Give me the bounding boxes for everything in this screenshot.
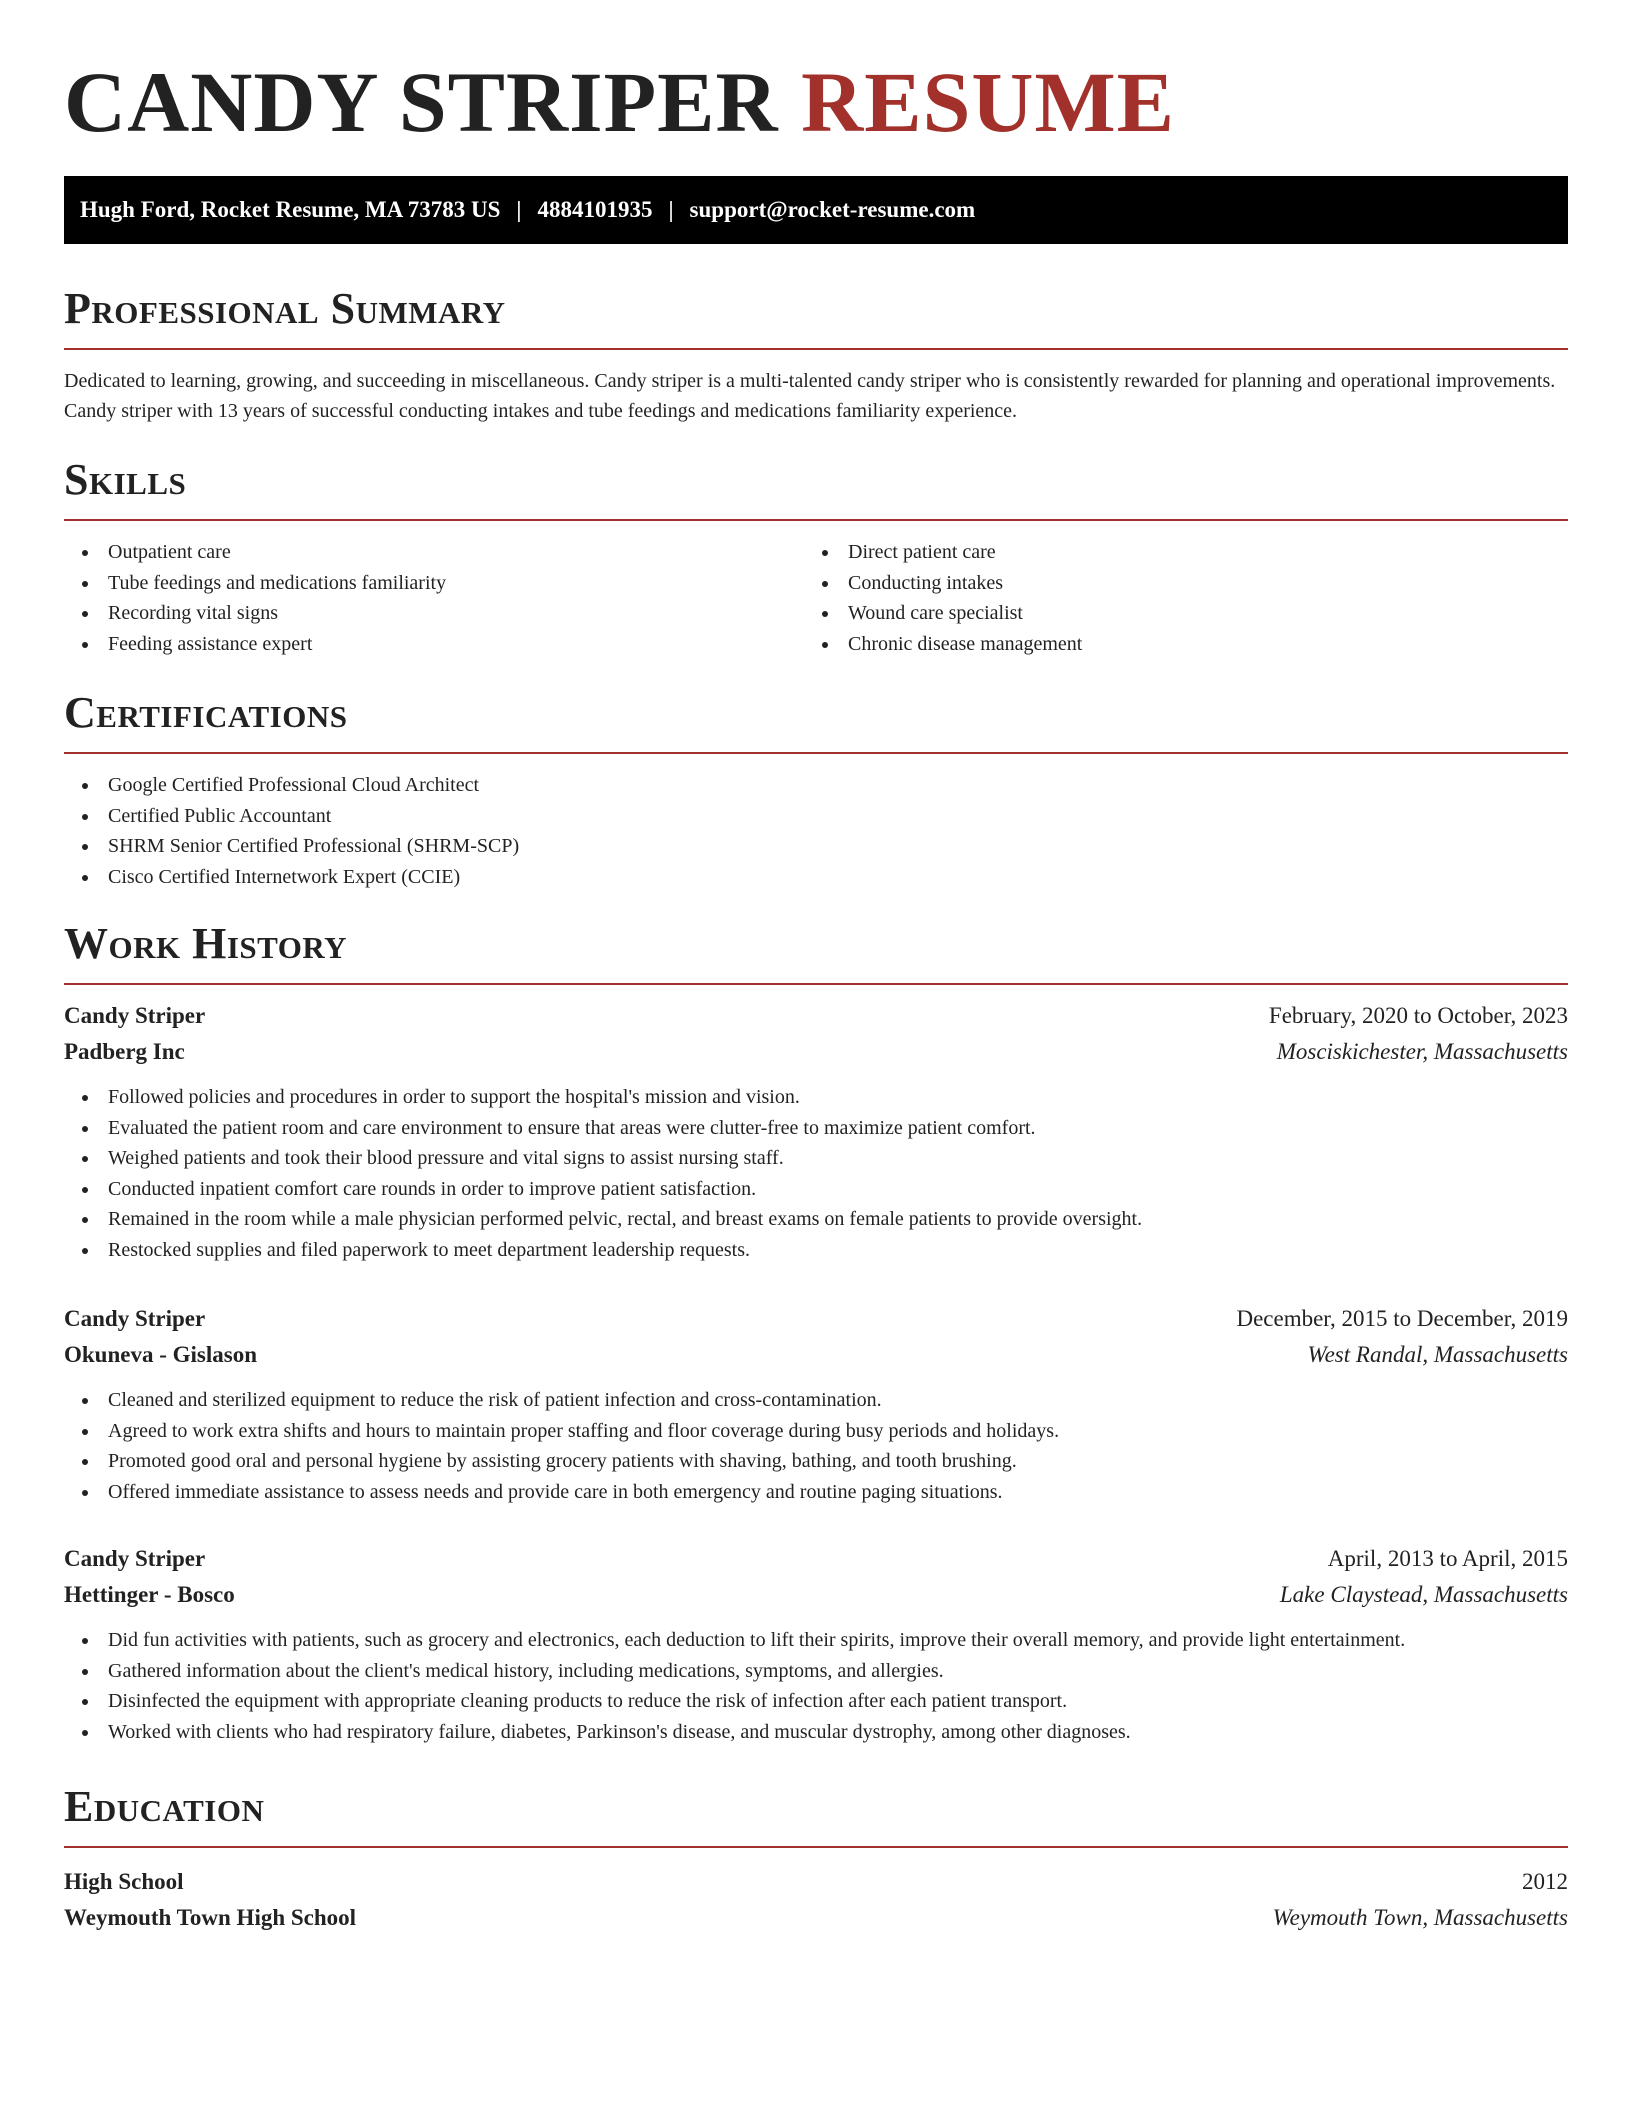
section-divider [64, 752, 1568, 754]
certification-item: Certified Public Accountant [64, 801, 1568, 832]
skill-item: Outpatient care [64, 537, 804, 568]
skills-grid [64, 537, 1568, 659]
job-entry [64, 998, 1568, 1266]
skills-list-right [804, 537, 1544, 659]
job-duties-list [64, 1625, 1568, 1747]
certifications-list [64, 770, 1568, 892]
job-header-row [64, 1301, 1568, 1337]
skill-item: Chronic disease management [804, 629, 1544, 660]
section-divider [64, 519, 1568, 521]
job-duty: Offered immediate assistance to assess needs and provide care in both emergency and routine paging situations. [64, 1477, 1568, 1508]
skill-item: Conducting intakes [804, 568, 1544, 599]
job-employer: Okuneva - Gislason [64, 1342, 257, 1367]
job-duty: Conducted inpatient comfort care rounds in order to improve patient satisfaction. [64, 1174, 1568, 1205]
skill-item: Wound care specialist [804, 598, 1544, 629]
education-school-row [64, 1900, 1568, 1936]
job-duty: Promoted good oral and personal hygiene by assisting grocery patients with shaving, bathing, and tooth brushing. [64, 1446, 1568, 1477]
job-dates: April, 2013 to April, 2015 [1327, 1546, 1568, 1571]
job-employer: Hettinger - Bosco [64, 1582, 235, 1607]
education-year: 2012 [1522, 1869, 1568, 1894]
job-duty: Restocked supplies and filed paperwork to meet department leadership requests. [64, 1235, 1568, 1266]
contact-address: Hugh Ford, Rocket Resume, MA 73783 US [80, 197, 501, 222]
section-heading-certifications: Certifications [64, 688, 348, 737]
certification-item: Cisco Certified Internetwork Expert (CCIE) [64, 862, 1568, 893]
summary-section [64, 284, 1568, 426]
skill-item: Tube feedings and medications familiarity [64, 568, 804, 599]
skill-item: Direct patient care [804, 537, 1544, 568]
contact-email: support@rocket-resume.com [689, 197, 976, 222]
section-divider [64, 348, 1568, 350]
education-degree: High School [64, 1869, 184, 1894]
job-employer-row [64, 1337, 1568, 1373]
education-section [64, 1782, 1568, 1936]
job-duty: Evaluated the patient room and care environment to ensure that areas were clutter-free to maximize patient comfort. [64, 1113, 1568, 1144]
job-title: Candy Striper [64, 1546, 206, 1571]
job-duty: Did fun activities with patients, such as grocery and electronics, each deduction to lift their spirits, improve their overall memory, and provide light entertainment. [64, 1625, 1568, 1656]
job-duty: Worked with clients who had respiratory failure, diabetes, Parkinson's disease, and muscular dystrophy, among other diagnoses. [64, 1717, 1568, 1748]
certifications-section [64, 688, 1568, 892]
job-location: West Randal, Massachusetts [1307, 1342, 1568, 1367]
job-duty: Disinfected the equipment with appropriate cleaning products to reduce the risk of infection after each patient transport. [64, 1686, 1568, 1717]
contact-separator: | [516, 197, 522, 222]
job-location: Mosciskichester, Massachusetts [1276, 1039, 1568, 1064]
title-main: CANDY STRIPER [64, 54, 779, 150]
job-employer-row [64, 1577, 1568, 1613]
job-title: Candy Striper [64, 1306, 206, 1331]
job-duty: Followed policies and procedures in order to support the hospital's mission and vision. [64, 1082, 1568, 1113]
education-school: Weymouth Town High School [64, 1905, 357, 1930]
contact-separator: | [668, 197, 674, 222]
certification-item: SHRM Senior Certified Professional (SHRM-SCP) [64, 831, 1568, 862]
work-history-section [64, 919, 1568, 985]
section-heading-skills: Skills [64, 455, 187, 504]
job-title: Candy Striper [64, 1003, 206, 1028]
job-entry [64, 1541, 1568, 1747]
resume-title [64, 0, 1568, 150]
job-employer-row [64, 1034, 1568, 1070]
certification-item: Google Certified Professional Cloud Architect [64, 770, 1568, 801]
job-employer: Padberg Inc [64, 1039, 185, 1064]
section-heading-summary: Professional Summary [64, 284, 506, 333]
contact-phone: 4884101935 [537, 197, 653, 222]
education-header-row [64, 1864, 1568, 1900]
contact-bar [64, 176, 1568, 244]
section-divider [64, 983, 1568, 985]
job-header-row [64, 998, 1568, 1034]
job-duties-list [64, 1082, 1568, 1266]
skills-section [64, 455, 1568, 659]
education-entry [64, 1864, 1568, 1936]
skill-item: Recording vital signs [64, 598, 804, 629]
job-duties-list [64, 1385, 1568, 1507]
job-duty: Weighed patients and took their blood pressure and vital signs to assist nursing staff. [64, 1143, 1568, 1174]
job-duty: Agreed to work extra shifts and hours to maintain proper staffing and floor coverage during busy periods and holidays. [64, 1416, 1568, 1447]
section-heading-education: Education [64, 1782, 265, 1831]
job-duty: Gathered information about the client's medical history, including medications, symptoms, and allergies. [64, 1656, 1568, 1687]
education-location: Weymouth Town, Massachusetts [1272, 1905, 1568, 1930]
job-duty: Cleaned and sterilized equipment to reduce the risk of patient infection and cross-contamination. [64, 1385, 1568, 1416]
skill-item: Feeding assistance expert [64, 629, 804, 660]
job-location: Lake Claystead, Massachusetts [1279, 1582, 1568, 1607]
job-dates: February, 2020 to October, 2023 [1268, 1003, 1568, 1028]
job-dates: December, 2015 to December, 2019 [1236, 1306, 1568, 1331]
summary-text: Dedicated to learning, growing, and succeeding in miscellaneous. Candy striper is a multi-talented candy striper who is consistently rewarded for planning and operational improvements. Candy striper with 13 years of successful conducting intakes and tube feedings and medications familiarity experience. [64, 370, 1556, 422]
skills-list-left [64, 537, 804, 659]
section-heading-work-history: Work History [64, 919, 348, 968]
job-duty: Remained in the room while a male physician performed pelvic, rectal, and breast exams on female patients to provide oversight. [64, 1204, 1568, 1235]
job-entry [64, 1301, 1568, 1507]
title-accent: RESUME [801, 54, 1176, 150]
section-divider [64, 1846, 1568, 1848]
job-header-row [64, 1541, 1568, 1577]
